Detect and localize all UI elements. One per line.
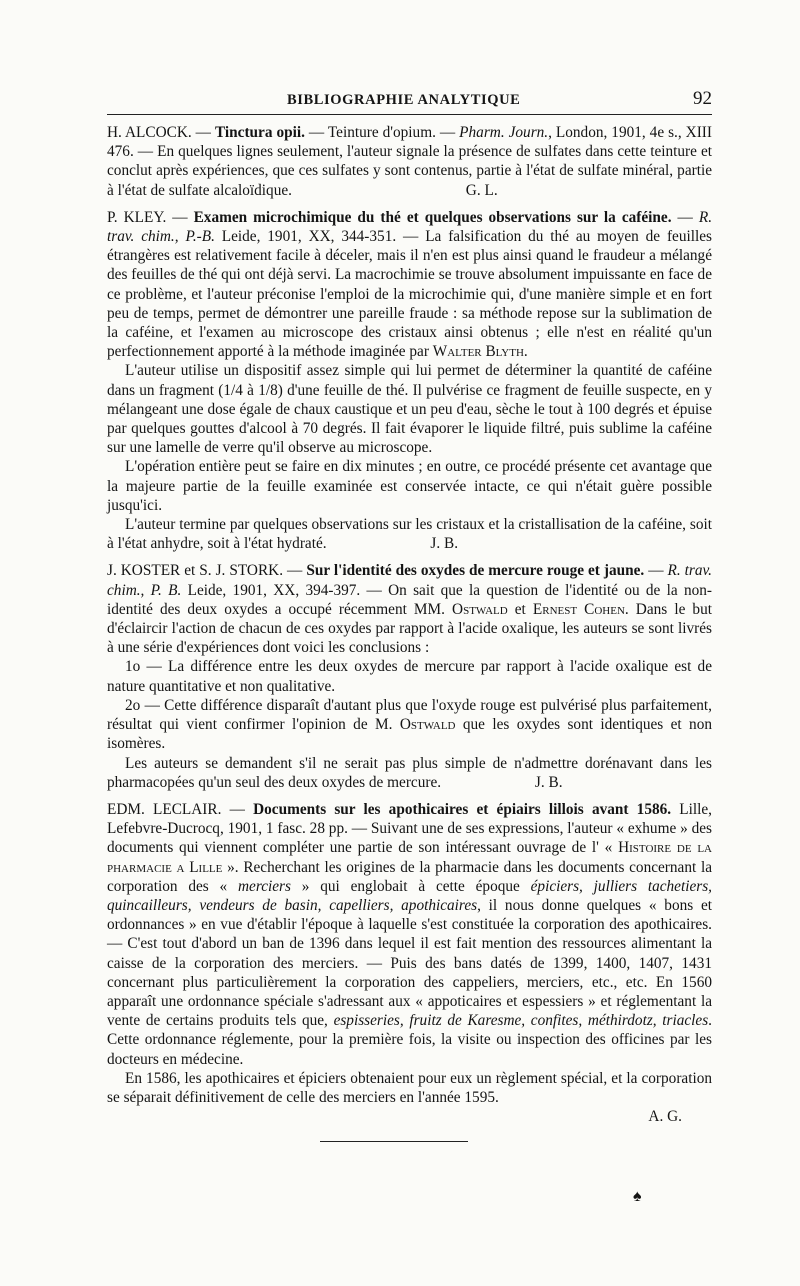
entry-source-detail: , London, 1901, 4e s., XIII 476. [107,124,712,161]
entry-signature: G. L. [465,181,498,199]
entry-source: R. trav. chim., P. B. [107,562,712,599]
cited-name: Ostwald [452,600,508,618]
entry-title: Documents sur les apothicaires et épiairs lillois avant 1586. [253,800,672,818]
cited-term: merciers [238,877,291,895]
entry-paragraph: En 1586, les apothicaires et épiciers obtenaient pour eux un règlement spécial, et la corporation se séparait définitivement de celle des merciers en l'année 1595. [107,1069,712,1106]
entry-source-detail: Leide, 1901, XX, 344-351. [214,228,397,246]
entry-leclair [107,800,712,1126]
conclusion-text: 2o — Cette différence disparaît d'autant plus que l'oxyde rouge est pulvérisé plus parfaitement, résultat qui vient confirmer l'opinion de M. [107,696,712,734]
entry-paragraph: L'opération entière peut se faire en dix minutes ; en outre, ce procédé présente cet avantage que la majeure partie de la feuille examinée est conservée intacte, ce qui n'était guère possible jusqu'ici. [107,458,712,514]
entry-lead: — [671,208,699,226]
cited-name: Walter Blyth [432,343,524,361]
entry-paragraph [107,208,712,362]
entry-title: Sur l'identité des oxydes de mercure rouge et jaune. [306,562,645,580]
entry-paragraph [107,123,712,200]
entry-paragraph-text: Les auteurs se demandent s'il ne serait pas plus simple de n'admettre dorénavant dans les pharmacopées qu'un seul des deux oxydes de mercure. [107,754,712,791]
entry-body-end: . [523,343,528,361]
entry-paragraph: L'auteur utilise un dispositif assez simple qui lui permet de déterminer la quantité de caféine dans un fragment (1/4 à 1/8) d'une feuille de thé. Il pulvérise ce fragment de feuille suspecte, en y mélangeant une dose égale de chaux caustique et un peu d'eau, sèche le tout à 100 degrés et épuise par quelques gouttes d'alcool à 70 degrés. Il fait évaporer le liquide filtré, puis sublime la caféine sur une lamelle de verre qu'il observe au microscope. [107,362,712,457]
conclusion-text: que les oxydes sont identiques et non isomères. [107,716,712,753]
running-header [107,88,712,110]
entry-body: — En quelques lignes seulement, l'auteur signale la présence de sulfates dans cette teinture et conclut après expériences, que ces sulfates y sont contenus, partie à l'état de sulfate minéral, partie à l'état de sulfate alcaloïdique. [107,143,712,199]
entry-lead: — [644,562,668,580]
conclusion-2 [107,696,712,754]
entry-body: — On sait que la question de l'identité ou de la non-identité des deux oxydes a occupé récemment MM. [107,581,712,618]
entry-signature: J. B. [534,773,563,791]
header-rule [107,114,712,115]
entry-author: H. ALCOCK. — [107,124,211,141]
entry-signature: A. G. [648,1108,682,1126]
entry-kley [107,208,712,554]
entry-source: R. trav. chim., P.-B. [107,208,713,246]
cited-term-list: épiciers, julliers tachetiers, quincailleurs, vendeurs de basin, capelliers, apothicaires [107,877,712,914]
entry-author: P. KLEY. — [107,208,188,226]
entry-body: . Dans le but d'éclaircir l'action de chacun de ces oxydes par rapport à l'acide oxalique, les auteurs se sont livrés à une série d'expériences dont voici les conclusions : [107,600,712,657]
entry-title: Tinctura opii. [214,124,305,141]
entry-paragraph-text: L'auteur termine par quelques observations sur les cristaux et la cristallisation de la caféine, soit à l'état anhydre, soit à l'état hydraté. [107,516,712,553]
entry-source-detail: Lille, Lefebvre-Ducrocq, 1901, 1 fasc. 28 pp. [107,800,712,838]
entry-paragraph [107,800,712,1069]
footer-rule [320,1141,468,1142]
entry-koster-stork [107,561,712,791]
entry-title: Examen microchimique du thé et quelques observations sur la caféine. [193,208,672,226]
entry-paragraph [107,561,712,657]
entry-author: J. KOSTER et S. J. STORK. — [107,562,303,580]
entry-signature: J. B. [430,535,459,553]
entry-body: , il nous donne quelques « bons et ordonnances » en vue d'établir l'époque à laquelle s'est constituée la corporation des apothicaires. — C'est tout d'abord un ban de 1396 dans lequel il est fait mention des ressources alimentant la caisse de la corporation des merciers. — Puis des bans datés de 1399, 1400, 1407, 1431 concernant plus particulièrement la corporation des cappeliers, merciers, etc., etc. En 1560 apparaît une ordonnance spéciale s'adressant aux « appoticaires et espessiers » et réglementant la vente de certains produits tels que, [107,896,713,1030]
conclusion-1: 1o — La différence entre les deux oxydes de mercure par rapport à l'acide oxalique est de nature quantitative et non qualitative. [107,658,712,695]
entry-body: — Suivant une de ses expressions, l'auteur « exhume » des documents qui viennent compléter une partie de son intéressant ouvrage de l' « [107,820,712,857]
cited-name: Ostwald [399,716,456,734]
entry-source-detail: Leide, 1901, XX, 394-397. [181,581,361,599]
fleuron-ornament: ♠ [633,1188,642,1205]
page-number: 92 [693,88,712,109]
cited-name: Ernest Cohen [532,600,625,618]
entry-body: » qui englobait à cette époque [290,877,531,895]
entry-paragraph [107,754,712,792]
entry-body: ». Recherchant les origines de la pharmacie dans les documents concernant la corporation des « [107,858,712,895]
running-title: BIBLIOGRAPHIE ANALYTIQUE [287,92,521,108]
entry-body: . Cette ordonnance réglemente, pour la première fois, la visite ou inspection des officines par les docteurs en médecine. [107,1012,712,1068]
entry-alcock [107,123,712,200]
entry-paragraph [107,515,712,553]
entry-source: Pharm. Journ. [459,124,549,141]
cited-term-list: espisseries, fruitz de Karesme, confites, méthirdotz, triacles [333,1012,709,1030]
entry-lead: — Teinture d'opium. — [304,124,460,141]
entry-body: — La falsification du thé au moyen de feuilles étrangères est relativement facile à déceler, mais il n'en est plus ainsi quand le fraudeur a mélangé des feuilles de thé qui ont déjà servi. La macrochimie se trouve absolument impuissante en face de ce problème, et l'auteur préconise l'emploi de la microchimie qui, d'une manière simple et en fort peu de temps, permet de démontrer une pareille fraude : sa méthode repose sur la sublimation de la caféine, et l'examen au microscope des cristaux ainsi obtenus ; elle n'est en réalité qu'un perfectionnement apporté à la méthode imaginée par [107,228,712,361]
entry-author: EDM. LECLAIR. — [107,800,245,818]
entry-body: et [507,600,533,618]
cited-work: Histoire de la pharmacie a Lille [107,839,712,876]
